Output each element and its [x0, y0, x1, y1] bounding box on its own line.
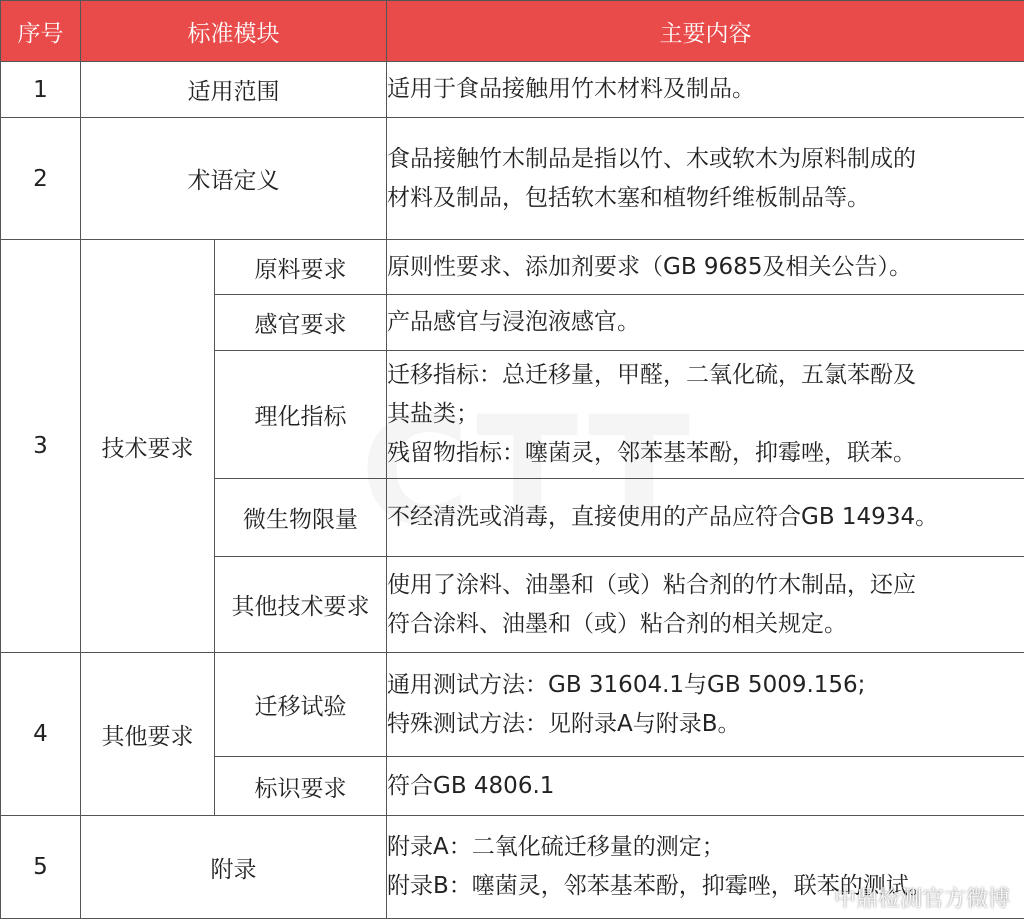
row-content	[387, 351, 1024, 479]
row-module: 术语定义	[81, 118, 387, 240]
row-seq: 2	[1, 118, 81, 240]
header-seq: 序号	[1, 1, 81, 62]
row-content	[387, 240, 1024, 295]
header-module: 标准模块	[81, 1, 387, 62]
table-row	[1, 62, 1024, 118]
table-row	[1, 118, 1024, 240]
table-row	[1, 816, 1024, 919]
row-content	[387, 757, 1024, 816]
sub-module: 迁移试验	[215, 653, 387, 757]
row-content	[387, 557, 1024, 653]
row-content	[387, 479, 1024, 557]
row-module: 其他要求	[81, 653, 215, 816]
table-header-row	[1, 1, 1024, 62]
content-line: 其盐类；	[387, 401, 479, 427]
row-seq: 3	[1, 240, 81, 653]
content-line: 符合涂料、油墨和（或）粘合剂的相关规定。	[387, 610, 847, 637]
sub-module: 标识要求	[215, 757, 387, 816]
content-line: 迁移指标：总迁移量，甲醛，二氧化硫，五氯苯酚及	[387, 362, 916, 388]
content-line: 不经清洗或消毒，直接使用的产品应符合GB 14934。	[387, 504, 939, 530]
row-content	[387, 295, 1024, 351]
row-module: 适用范围	[81, 62, 387, 118]
sub-module: 微生物限量	[215, 479, 387, 557]
content-line: 残留物指标：噻菌灵，邻苯基苯酚，抑霉唑，联苯。	[387, 440, 916, 466]
sub-module: 原料要求	[215, 240, 387, 295]
header-content: 主要内容	[387, 1, 1024, 62]
row-content	[387, 816, 1024, 919]
watermark-text: 中鼎检测官方微博	[833, 887, 1010, 912]
content-line: 原则性要求、添加剂要求（GB 9685及相关公告）。	[387, 253, 912, 280]
row-content	[387, 653, 1024, 757]
row-seq: 5	[1, 816, 81, 919]
content-line: 附录B：噻菌灵，邻苯基苯酚，抑霉唑，联苯的测试。	[387, 873, 932, 899]
sub-module: 理化指标	[215, 351, 387, 479]
sub-module: 感官要求	[215, 295, 387, 351]
content-line: 符合GB 4806.1	[387, 772, 555, 799]
content-line: 特殊测试方法：见附录A与附录B。	[387, 710, 741, 737]
content-line: 通用测试方法：GB 31604.1与GB 5009.156;	[387, 671, 866, 698]
content-line: 产品感官与浸泡液感官。	[387, 309, 640, 335]
sub-module: 其他技术要求	[215, 557, 387, 653]
row-content	[387, 118, 1024, 240]
content-line: 材料及制品，包括软木塞和植物纤维板制品等。	[387, 184, 870, 211]
row-content	[387, 62, 1024, 118]
row-module: 技术要求	[81, 240, 215, 653]
table-row	[1, 653, 1024, 757]
content-line: 使用了涂料、油墨和（或）粘合剂的竹木制品，还应	[387, 571, 916, 598]
content-line: 附录A：二氧化硫迁移量的测定；	[387, 834, 725, 860]
row-seq: 1	[1, 62, 81, 118]
row-module: 附录	[81, 816, 387, 919]
content-line: 适用于食品接触用竹木材料及制品。	[387, 76, 755, 102]
content-line: 食品接触竹木制品是指以竹、木或软木为原料制成的	[387, 145, 916, 172]
row-seq: 4	[1, 653, 81, 816]
table-row	[1, 240, 1024, 295]
